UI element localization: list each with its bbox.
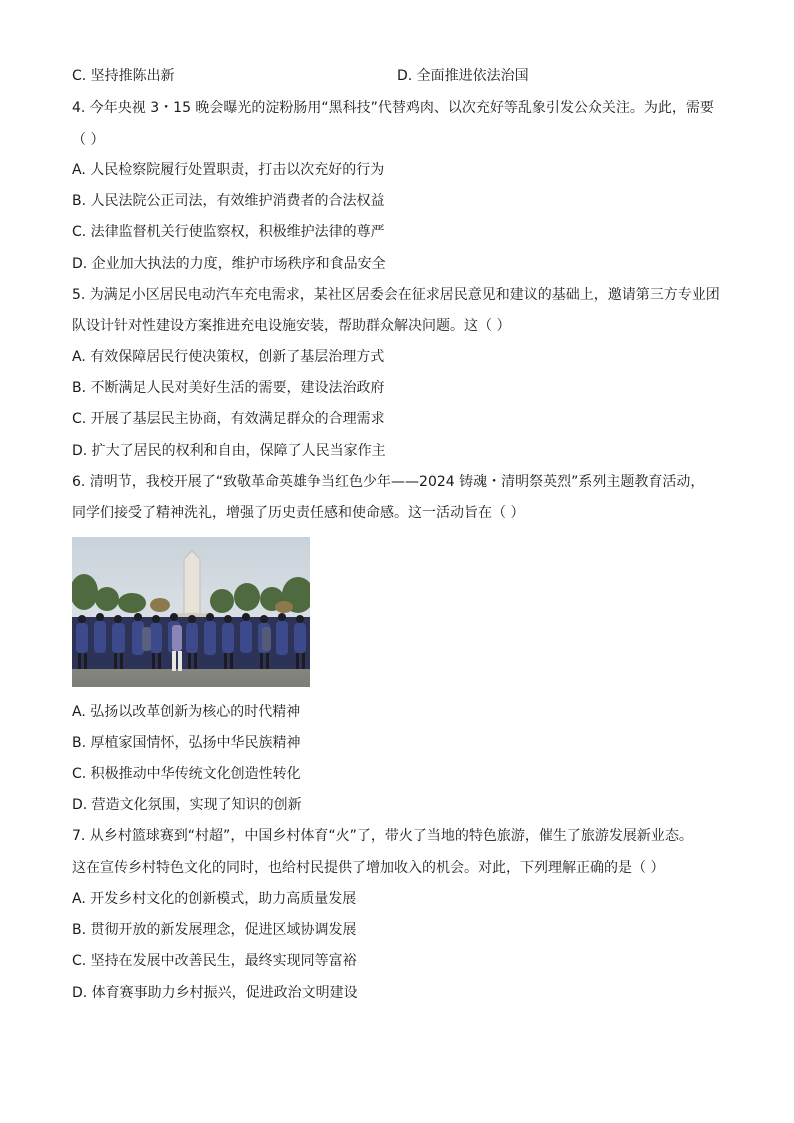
memorial-photo-illustration <box>72 537 310 687</box>
q4-option-a: A. 人民检察院履行处置职责，打击以次充好的行为 <box>72 162 385 178</box>
q3-option-c: C. 坚持推陈出新 <box>72 68 175 84</box>
q4-option-d: D. 企业加大执法的力度，维护市场秩序和食品安全 <box>72 256 386 272</box>
q5-option-d: D. 扩大了居民的权利和自由，保障了人民当家作主 <box>72 443 386 459</box>
q5-option-b: B. 不断满足人民对美好生活的需要，建设法治政府 <box>72 380 385 396</box>
q4-option-c: C. 法律监督机关行使监察权，积极维护法律的尊严 <box>72 224 385 240</box>
q3-option-d: D. 全面推进依法治国 <box>397 68 529 84</box>
q7-option-b: B. 贯彻开放的新发展理念，促进区域协调发展 <box>72 922 357 938</box>
q5-option-a: A. 有效保障居民行使决策权，创新了基层治理方式 <box>72 349 385 365</box>
q7-option-a: A. 开发乡村文化的创新模式，助力高质量发展 <box>72 891 357 907</box>
q6-option-a: A. 弘扬以改革创新为核心的时代精神 <box>72 704 301 720</box>
q5-option-c: C. 开展了基层民主协商，有效满足群众的合理需求 <box>72 411 385 427</box>
q7-option-d: D. 体育赛事助力乡村振兴，促进政治文明建设 <box>72 985 358 1001</box>
q5-stem-line2: 队设计针对性建设方案推进充电设施安装，帮助群众解决问题。这（ ） <box>72 318 511 334</box>
q6-stem-line2: 同学们接受了精神洗礼，增强了历史责任感和使命感。这一活动旨在（ ） <box>72 505 525 521</box>
q6-option-c: C. 积极推动中华传统文化创造性转化 <box>72 766 301 782</box>
q4-stem-line1: 4. 今年央视 3・15 晚会曝光的淀粉肠用“黑科技”代替鸡肉、以次充好等乱象引发公众关注。为此，需要 <box>72 100 714 116</box>
q6-stem-line1: 6. 清明节，我校开展了“致敬革命英雄争当红色少年——2024 铸魂・清明祭英烈”系列主题教育活动， <box>72 474 705 490</box>
q7-stem-line1: 7. 从乡村篮球赛到“村超”，中国乡村体育“火”了，带火了当地的特色旅游，催生了旅游发展新业态。 <box>72 828 693 844</box>
q6-option-d: D. 营造文化氛围，实现了知识的创新 <box>72 797 302 813</box>
q5-stem-line1: 5. 为满足小区居民电动汽车充电需求，某社区居委会在征求居民意见和建议的基础上，邀请第三方专业团 <box>72 287 720 303</box>
q7-option-c: C. 坚持在发展中改善民生，最终实现同等富裕 <box>72 953 357 969</box>
q4-option-b: B. 人民法院公正司法，有效维护消费者的合法权益 <box>72 193 385 209</box>
q6-option-b: B. 厚植家国情怀，弘扬中华民族精神 <box>72 735 301 751</box>
memorial-photo <box>72 537 310 687</box>
q4-stem-line2: （ ） <box>72 132 105 148</box>
q7-stem-line2: 这在宣传乡村特色文化的同时，也给村民提供了增加收入的机会。对此，下列理解正确的是（ ） <box>72 860 665 876</box>
